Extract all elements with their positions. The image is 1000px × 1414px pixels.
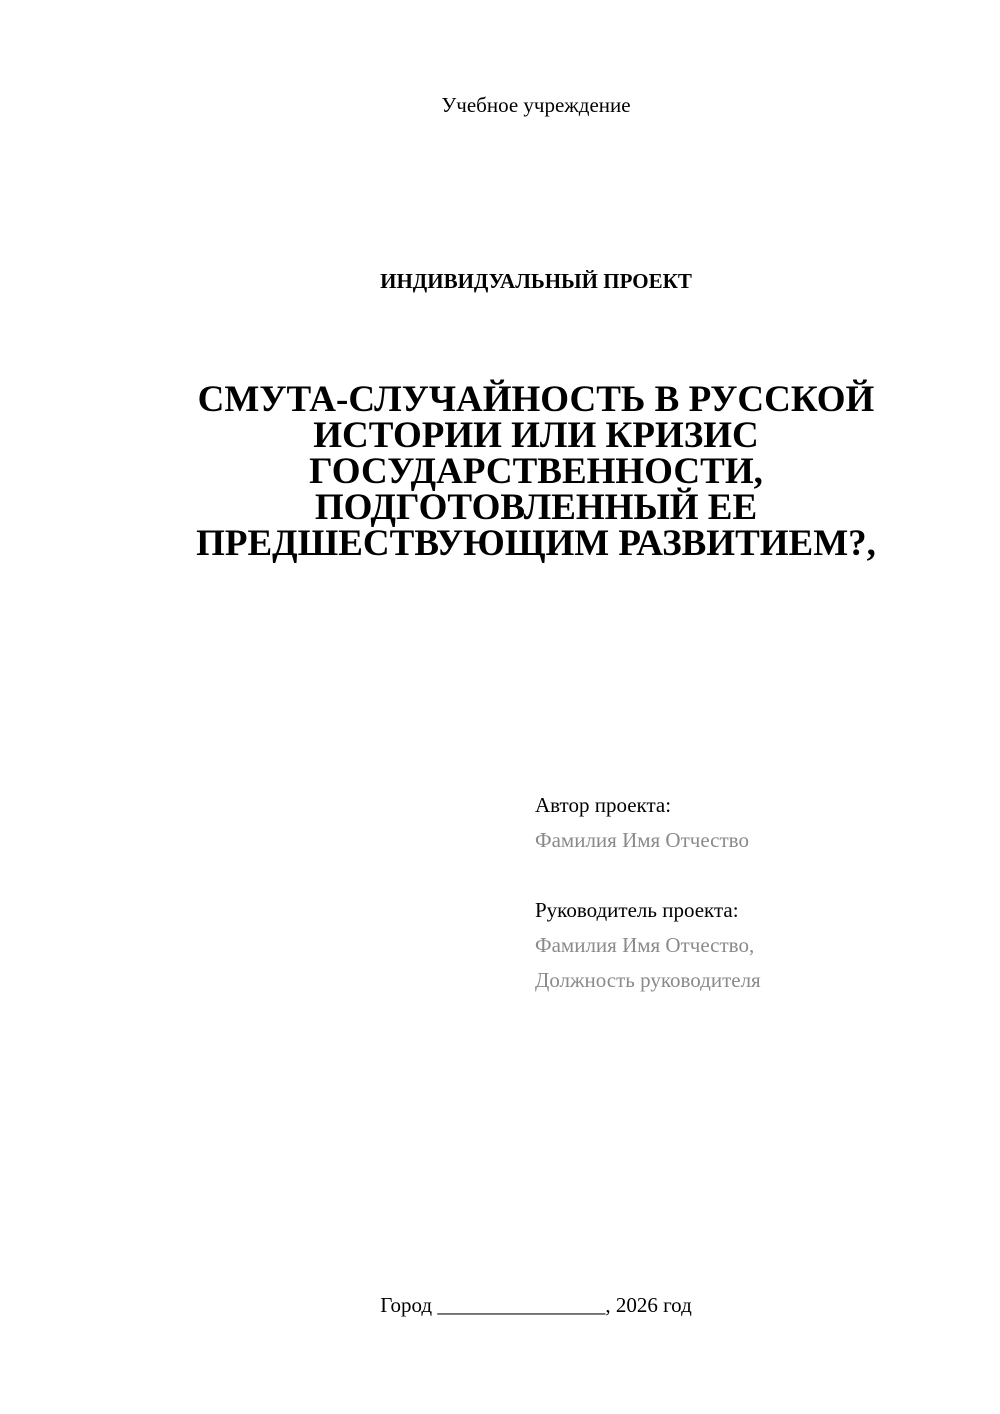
project-title (150, 379, 922, 564)
supervisor-position: Должность руководителя (535, 968, 761, 992)
project-roles (535, 788, 975, 998)
role-spacer (535, 858, 975, 893)
document-type: ИНДИВИДУАЛЬНЫЙ ПРОЕКТ (380, 269, 692, 293)
author-name: Фамилия Имя Отчество (535, 828, 749, 852)
title-line: ГОСУДАРСТВЕННОСТИ, (309, 451, 763, 492)
supervisor-name: Фамилия Имя Отчество, (535, 933, 755, 957)
title-line: ИСТОРИИ ИЛИ КРИЗИС (313, 415, 759, 456)
institution-name: Учебное учреждение (441, 93, 631, 117)
city-year-line: Город ________________, 2026 год (380, 1293, 692, 1317)
title-line: СМУТА-СЛУЧАЙНОСТЬ В РУССКОЙ (197, 379, 875, 420)
author-label: Автор проекта: (535, 793, 672, 817)
title-line: ПОДГОТОВЛЕННЫЙ ЕЕ (314, 487, 758, 528)
supervisor-label: Руководитель проекта: (535, 898, 739, 922)
title-line: ПРЕДШЕСТВУЮЩИМ РАЗВИТИЕМ?, (196, 523, 876, 564)
